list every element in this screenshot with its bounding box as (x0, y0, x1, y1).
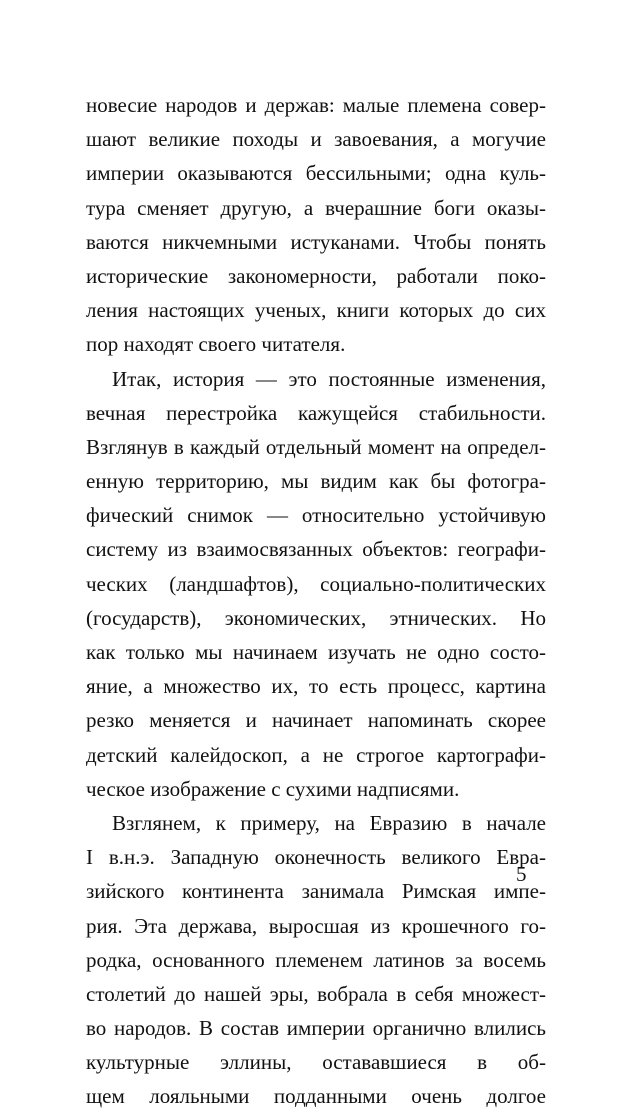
text-line: резко меняется и начинает напоминать скорее (86, 708, 546, 733)
text-line: енную территорию, мы видим как бы фотогра- (86, 469, 546, 494)
text-line: шают великие походы и завоевания, а могучие (86, 127, 546, 152)
paragraph-2 (86, 362, 546, 806)
text-line: яние, а множество их, то есть процесс, картина (86, 674, 546, 699)
text-line: рия. Эта держава, выросшая из крошечного го- (86, 913, 546, 938)
text-line: зийского континента занимала Римская импе- (86, 879, 546, 904)
text-line: исторические закономерности, работали поко- (86, 263, 546, 288)
text-line: Взглянув в каждый отдельный момент на определ- (86, 434, 546, 459)
text-line: (государств), экономических, этнических. Но (86, 605, 546, 630)
text-line: вечная перестройка кажущейся стабильности. (86, 400, 546, 425)
text-line: щем лояльными подданными очень долгое (86, 1084, 546, 1109)
text-line: ческих (ландшафтов), социально-политических (86, 571, 546, 596)
text-line: систему из взаимосвязанных объектов: географи- (86, 537, 546, 562)
text-line: новесие народов и держав: малые племена совер- (86, 93, 546, 117)
text-line: пор находят своего читателя. (86, 332, 346, 357)
text-line: как только мы начинаем изучать не одно состо- (86, 640, 546, 664)
text-line: ления настоящих ученых, книги которых до сих (86, 298, 546, 323)
text-line: культурные эллины, остававшиеся в об- (86, 1050, 546, 1075)
text-line: фический снимок — относительно устойчивую (86, 503, 546, 528)
text-line: Итак, история — это постоянные изменения, (112, 366, 546, 391)
text-line: Взглянем, к примеру, на Евразию в начале (112, 810, 546, 835)
text-line: ческое изображение с сухими надписями. (86, 776, 460, 801)
text-line: ваются никчемными истуканами. Чтобы понять (86, 229, 546, 254)
text-line: I в.н.э. Западную оконечность великого Евра- (86, 845, 546, 870)
paragraph-1 (86, 88, 546, 362)
text-line: империи оказываются бессильными; одна куль- (86, 161, 546, 186)
text-line: столетий до нашей эры, вобрала в себя множест- (86, 981, 546, 1006)
text-line: родка, основанного племенем латинов за восемь (86, 947, 546, 972)
text-line: во народов. В состав империи органично влились (86, 1016, 546, 1041)
page-number: 5 (516, 862, 527, 886)
text-line: тура сменяет другую, а вчерашние боги оказы- (86, 195, 546, 220)
paragraph-3 (86, 806, 546, 1114)
book-page-text (86, 88, 546, 1114)
text-line: детский калейдоскоп, а не строгое картографи- (86, 742, 546, 767)
